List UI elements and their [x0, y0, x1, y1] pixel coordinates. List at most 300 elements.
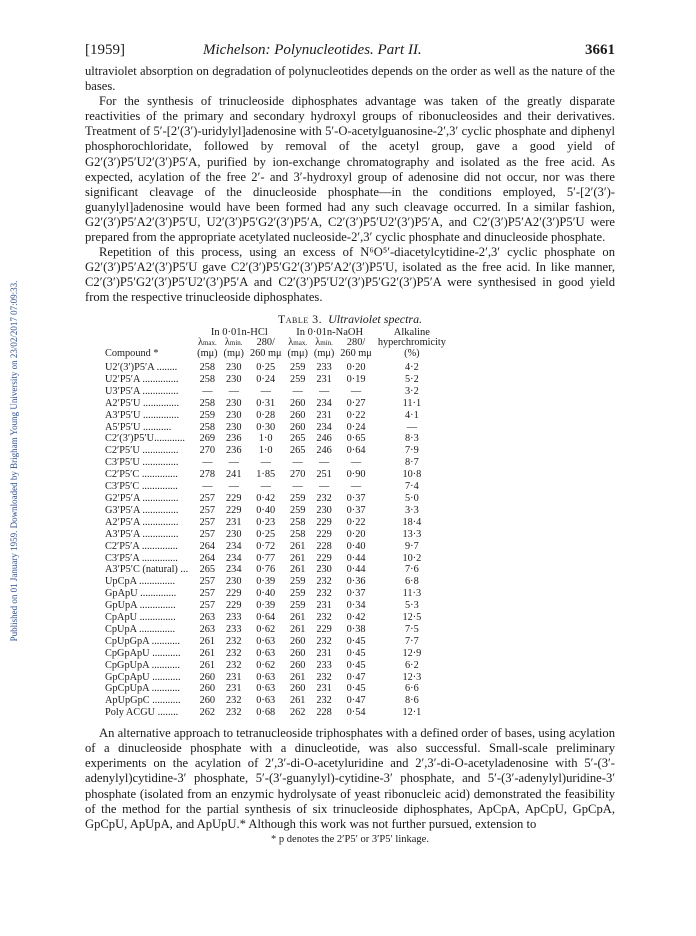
value-cell: 260 [199, 671, 216, 683]
value-cell: 0·47 [346, 695, 366, 707]
compound-cell: U2′P5′A .............. [105, 373, 179, 385]
value-cell: 0·42 [346, 612, 366, 624]
value-cell: 0·45 [346, 647, 366, 659]
value-cell: 232 [316, 695, 332, 707]
compound-cell: ApUpGpC ........... [105, 695, 181, 707]
value-cell: 229 [316, 516, 332, 528]
value-cell: 0·44 [346, 552, 366, 564]
value-cell: 0·39 [256, 576, 276, 588]
value-cell: 7·4 [405, 481, 419, 493]
value-cell: 231 [226, 516, 242, 528]
value-cell: 230 [226, 409, 242, 421]
value-cell: — [318, 457, 330, 469]
value-cell: 0·25 [256, 362, 276, 373]
value-cell: 232 [226, 635, 242, 647]
value-cell: 260 [289, 421, 306, 433]
group-header-hcl: In 0·01n-HCl [210, 326, 268, 338]
value-cell: 232 [316, 576, 332, 588]
value-cell: 265 [289, 433, 306, 445]
unit-label: (mμ) [313, 347, 335, 359]
value-cell: 270 [289, 469, 306, 481]
value-cell: 1·0 [258, 433, 273, 445]
value-cell: 229 [226, 588, 242, 600]
table-row [105, 374, 449, 386]
value-cell: 264 [199, 540, 216, 552]
value-cell: 234 [316, 421, 332, 433]
value-cell: — [350, 481, 362, 493]
value-cell: 0·42 [256, 492, 276, 504]
value-cell: 228 [316, 540, 332, 552]
value-cell: 3·3 [405, 504, 419, 516]
value-cell: 260 [289, 659, 306, 671]
value-cell: 0·72 [256, 540, 276, 552]
compound-cell: A5′P5′U ........... [105, 421, 172, 433]
value-cell: 0·63 [256, 647, 276, 659]
compound-cell: C2′P5′A .............. [105, 540, 178, 552]
value-cell: 232 [316, 671, 332, 683]
compound-cell: C2′(3′)P5′U............ [105, 433, 185, 445]
value-cell: 259 [289, 576, 306, 588]
col-lmax-naoh: λmax. [288, 337, 308, 348]
value-cell: 258 [199, 373, 216, 385]
value-cell: 234 [226, 540, 242, 552]
table-row [105, 600, 449, 612]
value-cell: 0·90 [346, 469, 366, 481]
value-cell: 6·2 [405, 659, 419, 671]
value-cell: 265 [199, 564, 216, 576]
value-cell: 230 [316, 504, 332, 516]
value-cell: 229 [316, 623, 332, 635]
value-cell: — [228, 385, 239, 397]
value-cell: 0·68 [256, 707, 276, 719]
unit-label: (mμ) [223, 347, 244, 359]
value-cell: 257 [199, 492, 216, 504]
value-cell: 0·20 [346, 528, 366, 540]
compound-cell: A3′P5′C (natural) ... [105, 564, 189, 576]
compound-cell: CpApU .............. [105, 612, 176, 624]
value-cell: 0·37 [346, 504, 366, 516]
value-cell: 261 [289, 695, 306, 707]
value-cell: — [202, 481, 213, 493]
header-title: Michelson: Polynucleotides. Part II. [203, 42, 422, 58]
value-cell: 0·76 [256, 564, 276, 576]
compound-cell: A2′P5′A .............. [105, 516, 179, 528]
value-cell: 258 [199, 397, 216, 409]
unit-label: (mμ) [287, 347, 308, 359]
value-cell: 260 [289, 635, 306, 647]
group-header-alkaline: Alkaline [393, 326, 430, 338]
value-cell: 230 [226, 397, 242, 409]
value-cell: 7·6 [405, 564, 419, 576]
table-row [105, 481, 449, 493]
value-cell: 229 [226, 600, 242, 612]
value-cell: 0·27 [346, 397, 366, 409]
value-cell: 232 [226, 707, 242, 719]
value-cell: 0·22 [346, 516, 366, 528]
value-cell: 0·37 [346, 492, 366, 504]
ratio-unit: 260 mμ [340, 347, 372, 359]
table-row [105, 707, 449, 719]
value-cell: 18·4 [402, 516, 422, 528]
value-cell: 5·0 [405, 492, 419, 504]
value-cell: 230 [226, 373, 242, 385]
value-cell: 231 [316, 600, 332, 612]
value-cell: 257 [199, 600, 216, 612]
value-cell: 230 [226, 362, 242, 373]
value-cell: 234 [226, 552, 242, 564]
value-cell: — [202, 457, 213, 469]
table-label: Table 3. [277, 311, 323, 326]
compound-cell: C2′P5′C .............. [105, 469, 178, 481]
uv-spectra-table [105, 328, 449, 720]
table-row [105, 553, 449, 565]
value-cell: 7·9 [405, 445, 419, 457]
compound-cell: A3′P5′A .............. [105, 528, 179, 540]
value-cell: 0·62 [256, 623, 276, 635]
value-cell: 10·8 [402, 469, 422, 481]
compound-cell: GpApU .............. [105, 588, 177, 600]
value-cell: 236 [226, 445, 242, 457]
value-cell: — [318, 481, 330, 493]
value-cell: 0·22 [346, 409, 366, 421]
value-cell: 8·7 [405, 457, 419, 469]
value-cell: 0·40 [256, 504, 276, 516]
value-cell: — [260, 481, 271, 493]
table-row [105, 660, 449, 672]
value-cell: 0·63 [256, 695, 276, 707]
value-cell: 233 [226, 612, 242, 624]
value-cell: 0·23 [256, 516, 276, 528]
value-cell: 0·63 [256, 683, 276, 695]
table-row [105, 517, 449, 529]
compound-cell: C2′P5′U .............. [105, 445, 179, 457]
value-cell: 259 [289, 504, 306, 516]
col-lmin-hcl: λmin. [224, 337, 243, 348]
value-cell: 232 [316, 612, 332, 624]
value-cell: 232 [226, 695, 242, 707]
value-cell: 7·7 [405, 635, 419, 647]
value-cell: 12·5 [402, 612, 422, 624]
download-notice: Published on 01 January 1959. Downloaded by Brigham Young University on 23/02/2017 07:09:33. [9, 280, 19, 642]
value-cell: 259 [289, 588, 306, 600]
value-cell: 261 [199, 635, 216, 647]
value-cell: 0·39 [256, 600, 276, 612]
value-cell: 0·19 [346, 373, 366, 385]
paragraph-synthesis: For the synthesis of trinucleoside diphosphates advantage was taken of the greatly disparate reactivities of the primary and secondary hydroxyl groups of ribonucleosides and their derivatives. Treatment of 5′-[2′(3′)-uridylyl]adenosine with 5′-O-acetylguanosine-2′,3′ cyclic phosphate and diphenyl phosphorochloridate, followed by removal of the acetyl group, gave a good yield of G2′(3′)P5′U2′(3′)P5′A, purified by ion-exchange chromatography and isolated as the free acid. As expected, acylation of the free 2′- and 3′-hydroxyl group of adenosine did not occur, nor was there significant cleavage of the dinucleoside phosphate—in the conditions employed, 5′-[2′(3′)-guanylyl]adenosine would have been formed had any such cleavage occurred. In a similar fashion, G2′(3′)P5′A2′(3′)P5′U, U2′(3′)P5′G2′(3′)P5′A, C2′(3′)P5′U2′(3′)P5′A, and C2′(3′)P5′A2′(3′)P5′U were prepared from the appropriate acetylated nucleoside-2′,3′ cyclic phosphate and dinucleoside phosphate. [85, 94, 615, 245]
col-lmin-naoh: λmin. [315, 337, 333, 348]
table-row [105, 493, 449, 505]
value-cell: 0·40 [256, 588, 276, 600]
value-cell: — [228, 481, 239, 493]
value-cell: 11·3 [402, 588, 422, 600]
value-cell: 260 [199, 683, 216, 695]
value-cell: 0·64 [346, 445, 366, 457]
value-cell: 258 [199, 362, 216, 373]
table-row [105, 695, 449, 707]
value-cell: 241 [226, 469, 242, 481]
value-cell: 230 [316, 564, 332, 576]
value-cell: 260 [289, 683, 306, 695]
value-cell: 232 [226, 647, 242, 659]
value-cell: 257 [199, 528, 216, 540]
value-cell: 257 [199, 516, 216, 528]
table-row [105, 362, 449, 374]
value-cell: 232 [316, 588, 332, 600]
value-cell: 234 [226, 564, 242, 576]
table-row [105, 422, 449, 434]
table-row [105, 386, 449, 398]
value-cell: 230 [226, 421, 242, 433]
paragraph-repetition: Repetition of this process, using an excess of N⁶O⁵′-diacetylcytidine-2′,3′ cyclic phosphate on G2′(3′)P5′A2′(3′)P5′U gave C2′(3′)P5′G2′(3′)P5′A2′(3′)P5′U, isolated as the free acid. In like manner, C2′(3′)P5′G2′(3′)P5′U2′(3′)P5′A and C2′(3′)P5′U2′(3′)P5′G2′(3′)P5′A were synthesised in good yield from the respective trinucleoside diphosphates. [85, 245, 615, 305]
compound-cell: UpCpA .............. [105, 576, 176, 588]
percent-unit: (%) [404, 347, 420, 359]
value-cell: 0·28 [256, 409, 276, 421]
value-cell: 1·85 [256, 469, 276, 481]
value-cell: 261 [199, 647, 216, 659]
value-cell: 261 [289, 671, 306, 683]
header-year: [1959] [85, 42, 125, 58]
table-row [105, 541, 449, 553]
value-cell: 232 [316, 492, 332, 504]
paragraph-continued: ultraviolet absorption on degradation of polynucleotides depends on the order as well as the nature of the bases. [85, 64, 615, 94]
running-header [85, 40, 615, 64]
value-cell: 231 [316, 409, 332, 421]
value-cell: — [260, 457, 271, 469]
compound-cell: U2′(3′)P5′A ........ [105, 362, 178, 373]
table-row [105, 505, 449, 517]
value-cell: — [406, 421, 418, 433]
compound-cell: C3′P5′A .............. [105, 552, 178, 564]
footnote: * p denotes the 2′P5′ or 3′P5′ linkage. [271, 833, 429, 845]
compound-cell: G2′P5′A .............. [105, 492, 179, 504]
compound-cell: A2′P5′U .............. [105, 397, 180, 409]
value-cell: 0·31 [256, 397, 276, 409]
value-cell: 270 [199, 445, 216, 457]
value-cell: 269 [199, 433, 216, 445]
value-cell: 0·45 [346, 683, 366, 695]
value-cell: 8·6 [405, 695, 419, 707]
value-cell: 236 [226, 433, 242, 445]
value-cell: 231 [226, 683, 242, 695]
value-cell: 4·1 [405, 409, 419, 421]
value-cell: — [202, 385, 213, 397]
value-cell: 0·45 [346, 635, 366, 647]
value-cell: 0·38 [346, 623, 366, 635]
value-cell: 265 [289, 445, 306, 457]
value-cell: 0·63 [256, 635, 276, 647]
compound-cell: G3′P5′A .............. [105, 504, 179, 516]
value-cell: 4·2 [405, 362, 419, 373]
value-cell: 262 [199, 707, 216, 719]
value-cell: 260 [289, 647, 306, 659]
value-cell: 0·24 [256, 373, 276, 385]
value-cell: 262 [289, 707, 306, 719]
ratio-unit: 260 mμ [249, 347, 282, 359]
table-row [105, 612, 449, 624]
value-cell: — [350, 457, 362, 469]
table-title: Ultraviolet spectra. [328, 311, 423, 326]
value-cell: 5·2 [405, 373, 419, 385]
compound-cell: GpUpA .............. [105, 600, 176, 612]
value-cell: 5·3 [405, 600, 419, 612]
value-cell: — [292, 481, 303, 493]
col-ratio-naoh: 280/ [346, 337, 366, 348]
value-cell: 12·1 [402, 707, 422, 719]
value-cell: 0·47 [346, 671, 366, 683]
value-cell: 231 [316, 683, 332, 695]
value-cell: 260 [289, 397, 306, 409]
value-cell: 0·30 [256, 421, 276, 433]
value-cell: 0·34 [346, 600, 366, 612]
value-cell: 0·25 [256, 528, 276, 540]
value-cell: — [292, 385, 303, 397]
value-cell: 1·0 [258, 445, 273, 457]
value-cell: — [228, 457, 239, 469]
col-ratio-hcl: 280/ [256, 337, 275, 348]
value-cell: 0·44 [346, 564, 366, 576]
value-cell: 261 [289, 540, 306, 552]
header-page-number: 3661 [585, 42, 615, 58]
value-cell: 251 [316, 469, 332, 481]
value-cell: 0·37 [346, 588, 366, 600]
table-row [105, 410, 449, 422]
compound-cell: U3′P5′A .............. [105, 385, 179, 397]
value-cell: 0·62 [256, 659, 276, 671]
compound-cell: CpGpApU ........... [105, 647, 181, 659]
value-cell: 233 [316, 362, 332, 373]
value-cell: 12·9 [402, 647, 422, 659]
table-row [105, 445, 449, 457]
col-hyperchromicity: hyperchromicity [377, 337, 446, 348]
value-cell: 259 [289, 600, 306, 612]
table-row [105, 672, 449, 684]
value-cell: 0·64 [256, 612, 276, 624]
value-cell: 10·2 [402, 552, 422, 564]
value-cell: 246 [316, 445, 332, 457]
value-cell: — [350, 385, 362, 397]
value-cell: 0·65 [346, 433, 366, 445]
value-cell: 0·77 [256, 552, 276, 564]
value-cell: 231 [316, 373, 332, 385]
value-cell: 259 [289, 362, 306, 373]
value-cell: 261 [289, 623, 306, 635]
value-cell: 234 [316, 397, 332, 409]
value-cell: 263 [199, 612, 216, 624]
value-cell: — [292, 457, 303, 469]
table-row [105, 648, 449, 660]
value-cell: 263 [199, 623, 216, 635]
value-cell: 258 [289, 528, 306, 540]
value-cell: 257 [199, 576, 216, 588]
compound-cell: A3′P5′U .............. [105, 409, 180, 421]
value-cell: 229 [316, 528, 332, 540]
value-cell: 3·2 [405, 385, 419, 397]
table-row [105, 433, 449, 445]
table-row [105, 564, 449, 576]
table-row [105, 469, 449, 481]
value-cell: 12·3 [402, 671, 422, 683]
table-row [105, 588, 449, 600]
compound-cell: Poly ACGU ........ [105, 707, 179, 719]
value-cell: 232 [316, 635, 332, 647]
page [85, 40, 615, 845]
value-cell: 261 [289, 564, 306, 576]
value-cell: — [260, 385, 271, 397]
value-cell: 264 [199, 552, 216, 564]
value-cell: 261 [289, 552, 306, 564]
value-cell: 6·6 [405, 683, 419, 695]
compound-cell: GpCpApU ........... [105, 671, 181, 683]
group-header-naoh: In 0·01n-NaOH [296, 326, 364, 338]
value-cell: 258 [289, 516, 306, 528]
table-row [105, 683, 449, 695]
value-cell: 231 [226, 671, 242, 683]
value-cell: 0·36 [346, 576, 366, 588]
value-cell: 261 [199, 659, 216, 671]
value-cell: 230 [226, 576, 242, 588]
compound-cell: GpCpUpA ........... [105, 683, 180, 695]
compound-cell: CpGpUpA ........... [105, 659, 180, 671]
value-cell: 260 [199, 695, 216, 707]
table-row [105, 576, 449, 588]
col-compound: Compound * [105, 347, 159, 359]
compound-cell: C3′P5′C .............. [105, 481, 178, 493]
value-cell: — [318, 385, 330, 397]
table-row [105, 457, 449, 469]
value-cell: 257 [199, 504, 216, 516]
compound-cell: CpUpGpA ........... [105, 635, 180, 647]
value-cell: 232 [226, 659, 242, 671]
value-cell: 0·40 [346, 540, 366, 552]
value-cell: 257 [199, 588, 216, 600]
value-cell: 9·7 [405, 540, 419, 552]
value-cell: 233 [226, 623, 242, 635]
compound-cell: CpUpA .............. [105, 623, 176, 635]
value-cell: 231 [316, 647, 332, 659]
table-row [105, 636, 449, 648]
value-cell: 8·3 [405, 433, 419, 445]
value-cell: 233 [316, 659, 332, 671]
value-cell: 259 [289, 373, 306, 385]
value-cell: 0·24 [346, 421, 366, 433]
value-cell: 0·63 [256, 671, 276, 683]
value-cell: 0·45 [346, 659, 366, 671]
col-lmax-hcl: λmax. [197, 337, 217, 348]
value-cell: 259 [199, 409, 216, 421]
value-cell: 0·20 [346, 362, 366, 373]
unit-label: (mμ) [197, 347, 218, 359]
table-row [105, 398, 449, 410]
paragraph-alternative: An alternative approach to tetranucleoside triphosphates with a defined order of bases, using acylation of a dinucleoside phosphate with a dinucleotide, was also successful. Small-scale preliminary experiments on the acylation of 2′,3′-di-O-acetyluridine and 2′,3′-di-O-acetyladenosine with 5′-(3′-adenylyl)cytidine-3′ phosphate, 5′-(3′-guanylyl)-cytidine-3′ phosphate, and 5′-(3′-adenylyl)uridine-3′ phosphate (isolated from an enzymic hydrolysate of yeast ribonucleic acid) demonstrated the feasibility of the method for the partial synthesis of six trinucleoside diphosphates, ApCpA, ApCpU, GpCpA, GpCpU, ApUpA, and ApUpU.* Although this work was not further pursued, extension to [85, 726, 615, 831]
value-cell: 13·3 [402, 528, 422, 540]
table-row [105, 529, 449, 541]
value-cell: 259 [289, 492, 306, 504]
value-cell: 0·54 [346, 707, 366, 719]
value-cell: 260 [289, 409, 306, 421]
value-cell: 246 [316, 433, 332, 445]
value-cell: 230 [226, 528, 242, 540]
value-cell: 229 [316, 552, 332, 564]
value-cell: 6·8 [405, 576, 419, 588]
value-cell: 7·5 [405, 623, 419, 635]
value-cell: 261 [289, 612, 306, 624]
value-cell: 228 [316, 707, 332, 719]
compound-cell: C3′P5′U .............. [105, 457, 179, 469]
value-cell: 11·1 [402, 397, 422, 409]
value-cell: 278 [199, 469, 216, 481]
table-caption [85, 312, 615, 327]
table-row [105, 624, 449, 636]
